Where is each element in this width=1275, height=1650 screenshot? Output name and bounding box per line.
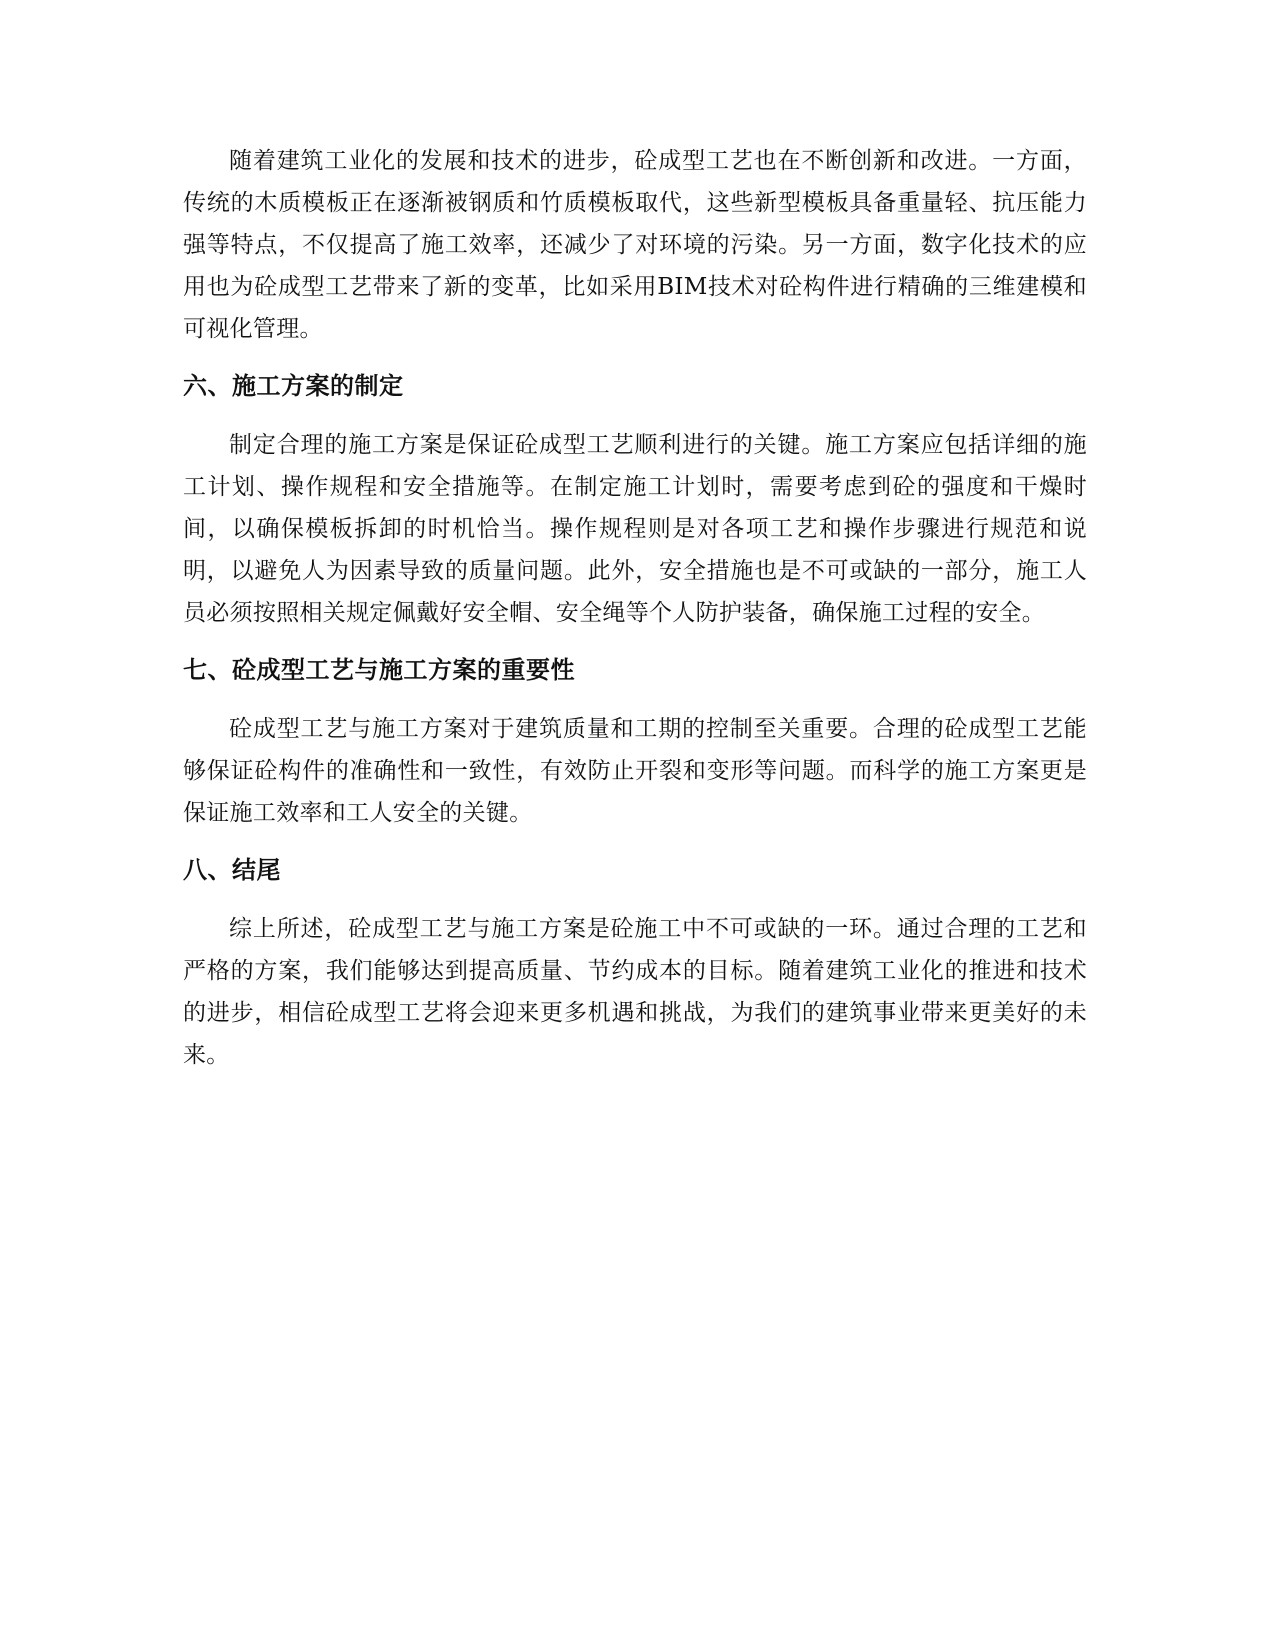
paragraph-technology-innovation: 随着建筑工业化的发展和技术的进步，砼成型工艺也在不断创新和改进。一方面，传统的木质模板正在逐渐被钢质和竹质模板取代，这些新型模板具备重量轻、抗压能力强等特点，不仅提高了施工效率，还减少了对环境的污染。另一方面，数字化技术的应用也为砼成型工艺带来了新的变革，比如采用BIM技术对砼构件进行精确的三维建模和可视化管理。 (183, 148, 1087, 342)
document-body (183, 140, 1087, 1076)
paragraph-conclusion: 综上所述，砼成型工艺与施工方案是砼施工中不可或缺的一环。通过合理的工艺和严格的方案，我们能够达到提高质量、节约成本的目标。随着建筑工业化的推进和技术的进步，相信砼成型工艺将会迎来更多机遇和挑战，为我们的建筑事业带来更美好的未来。 (183, 916, 1087, 1068)
paragraph-importance: 砼成型工艺与施工方案对于建筑质量和工期的控制至关重要。合理的砼成型工艺能够保证砼构件的准确性和一致性，有效防止开裂和变形等问题。而科学的施工方案更是保证施工效率和工人安全的关键。 (183, 716, 1087, 826)
paragraph-construction-plan: 制定合理的施工方案是保证砼成型工艺顺利进行的关键。施工方案应包括详细的施工计划、操作规程和安全措施等。在制定施工计划时，需要考虑到砼的强度和干燥时间，以确保模板拆卸的时机恰当。操作规程则是对各项工艺和操作步骤进行规范和说明，以避免人为因素导致的质量问题。此外，安全措施也是不可或缺的一部分，施工人员必须按照相关规定佩戴好安全帽、安全绳等个人防护装备，确保施工过程的安全。 (183, 432, 1087, 626)
heading-conclusion: 八、结尾 (183, 856, 281, 884)
heading-construction-plan: 六、施工方案的制定 (183, 372, 404, 400)
heading-importance: 七、砼成型工艺与施工方案的重要性 (183, 656, 575, 684)
